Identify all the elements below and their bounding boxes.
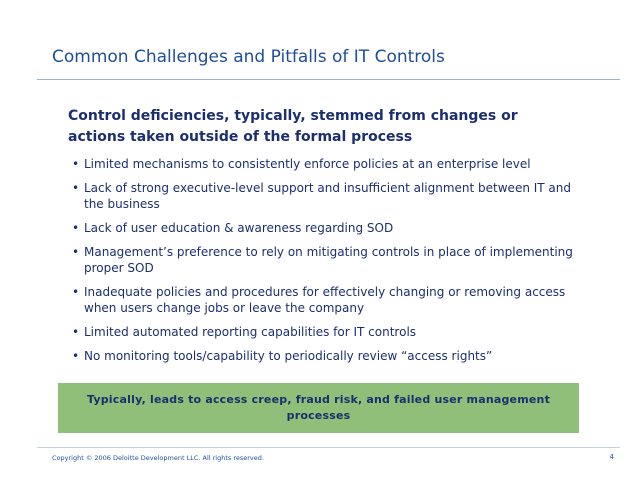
list-item [72, 324, 592, 340]
list-item [72, 156, 592, 172]
bullet-text: Management’s preference to rely on mitigating controls in place of implementing proper SOD [84, 245, 573, 275]
bullet-icon: • [72, 285, 80, 299]
list-item [72, 348, 592, 364]
page-number: 4 [609, 453, 614, 461]
subheading: Control deficiencies, typically, stemmed from changes or actions taken outside of the formal process [68, 108, 518, 145]
callout-text: Typically, leads to access creep, fraud risk, and failed user management processes [86, 393, 551, 422]
list-item [72, 284, 592, 316]
footer-divider [37, 447, 620, 448]
bullet-text: No monitoring tools/capability to periodically review “access rights” [84, 349, 493, 363]
list-item [72, 244, 592, 276]
bullet-text: Limited mechanisms to consistently enforce policies at an enterprise level [84, 157, 531, 171]
bullet-icon: • [72, 349, 80, 363]
bullet-text: Inadequate policies and procedures for effectively changing or removing access when users change jobs or leave the company [84, 285, 566, 315]
bullet-icon: • [72, 325, 80, 339]
title-divider [37, 79, 620, 80]
bullet-text: Lack of user education & awareness regarding SOD [84, 221, 394, 235]
bullet-icon: • [72, 245, 80, 259]
list-item [72, 180, 592, 212]
callout-box [58, 383, 579, 433]
list-item [72, 220, 592, 236]
bullet-list [72, 156, 592, 372]
bullet-icon: • [72, 157, 80, 171]
copyright-notice: Copyright © 2006 Deloitte Development LLC. All rights reserved. [52, 454, 264, 462]
bullet-text: Limited automated reporting capabilities for IT controls [84, 325, 417, 339]
slide-title: Common Challenges and Pitfalls of IT Controls [52, 47, 445, 67]
bullet-icon: • [72, 221, 80, 235]
bullet-icon: • [72, 181, 80, 195]
bullet-text: Lack of strong executive-level support and insufficient alignment between IT and the business [84, 181, 572, 211]
